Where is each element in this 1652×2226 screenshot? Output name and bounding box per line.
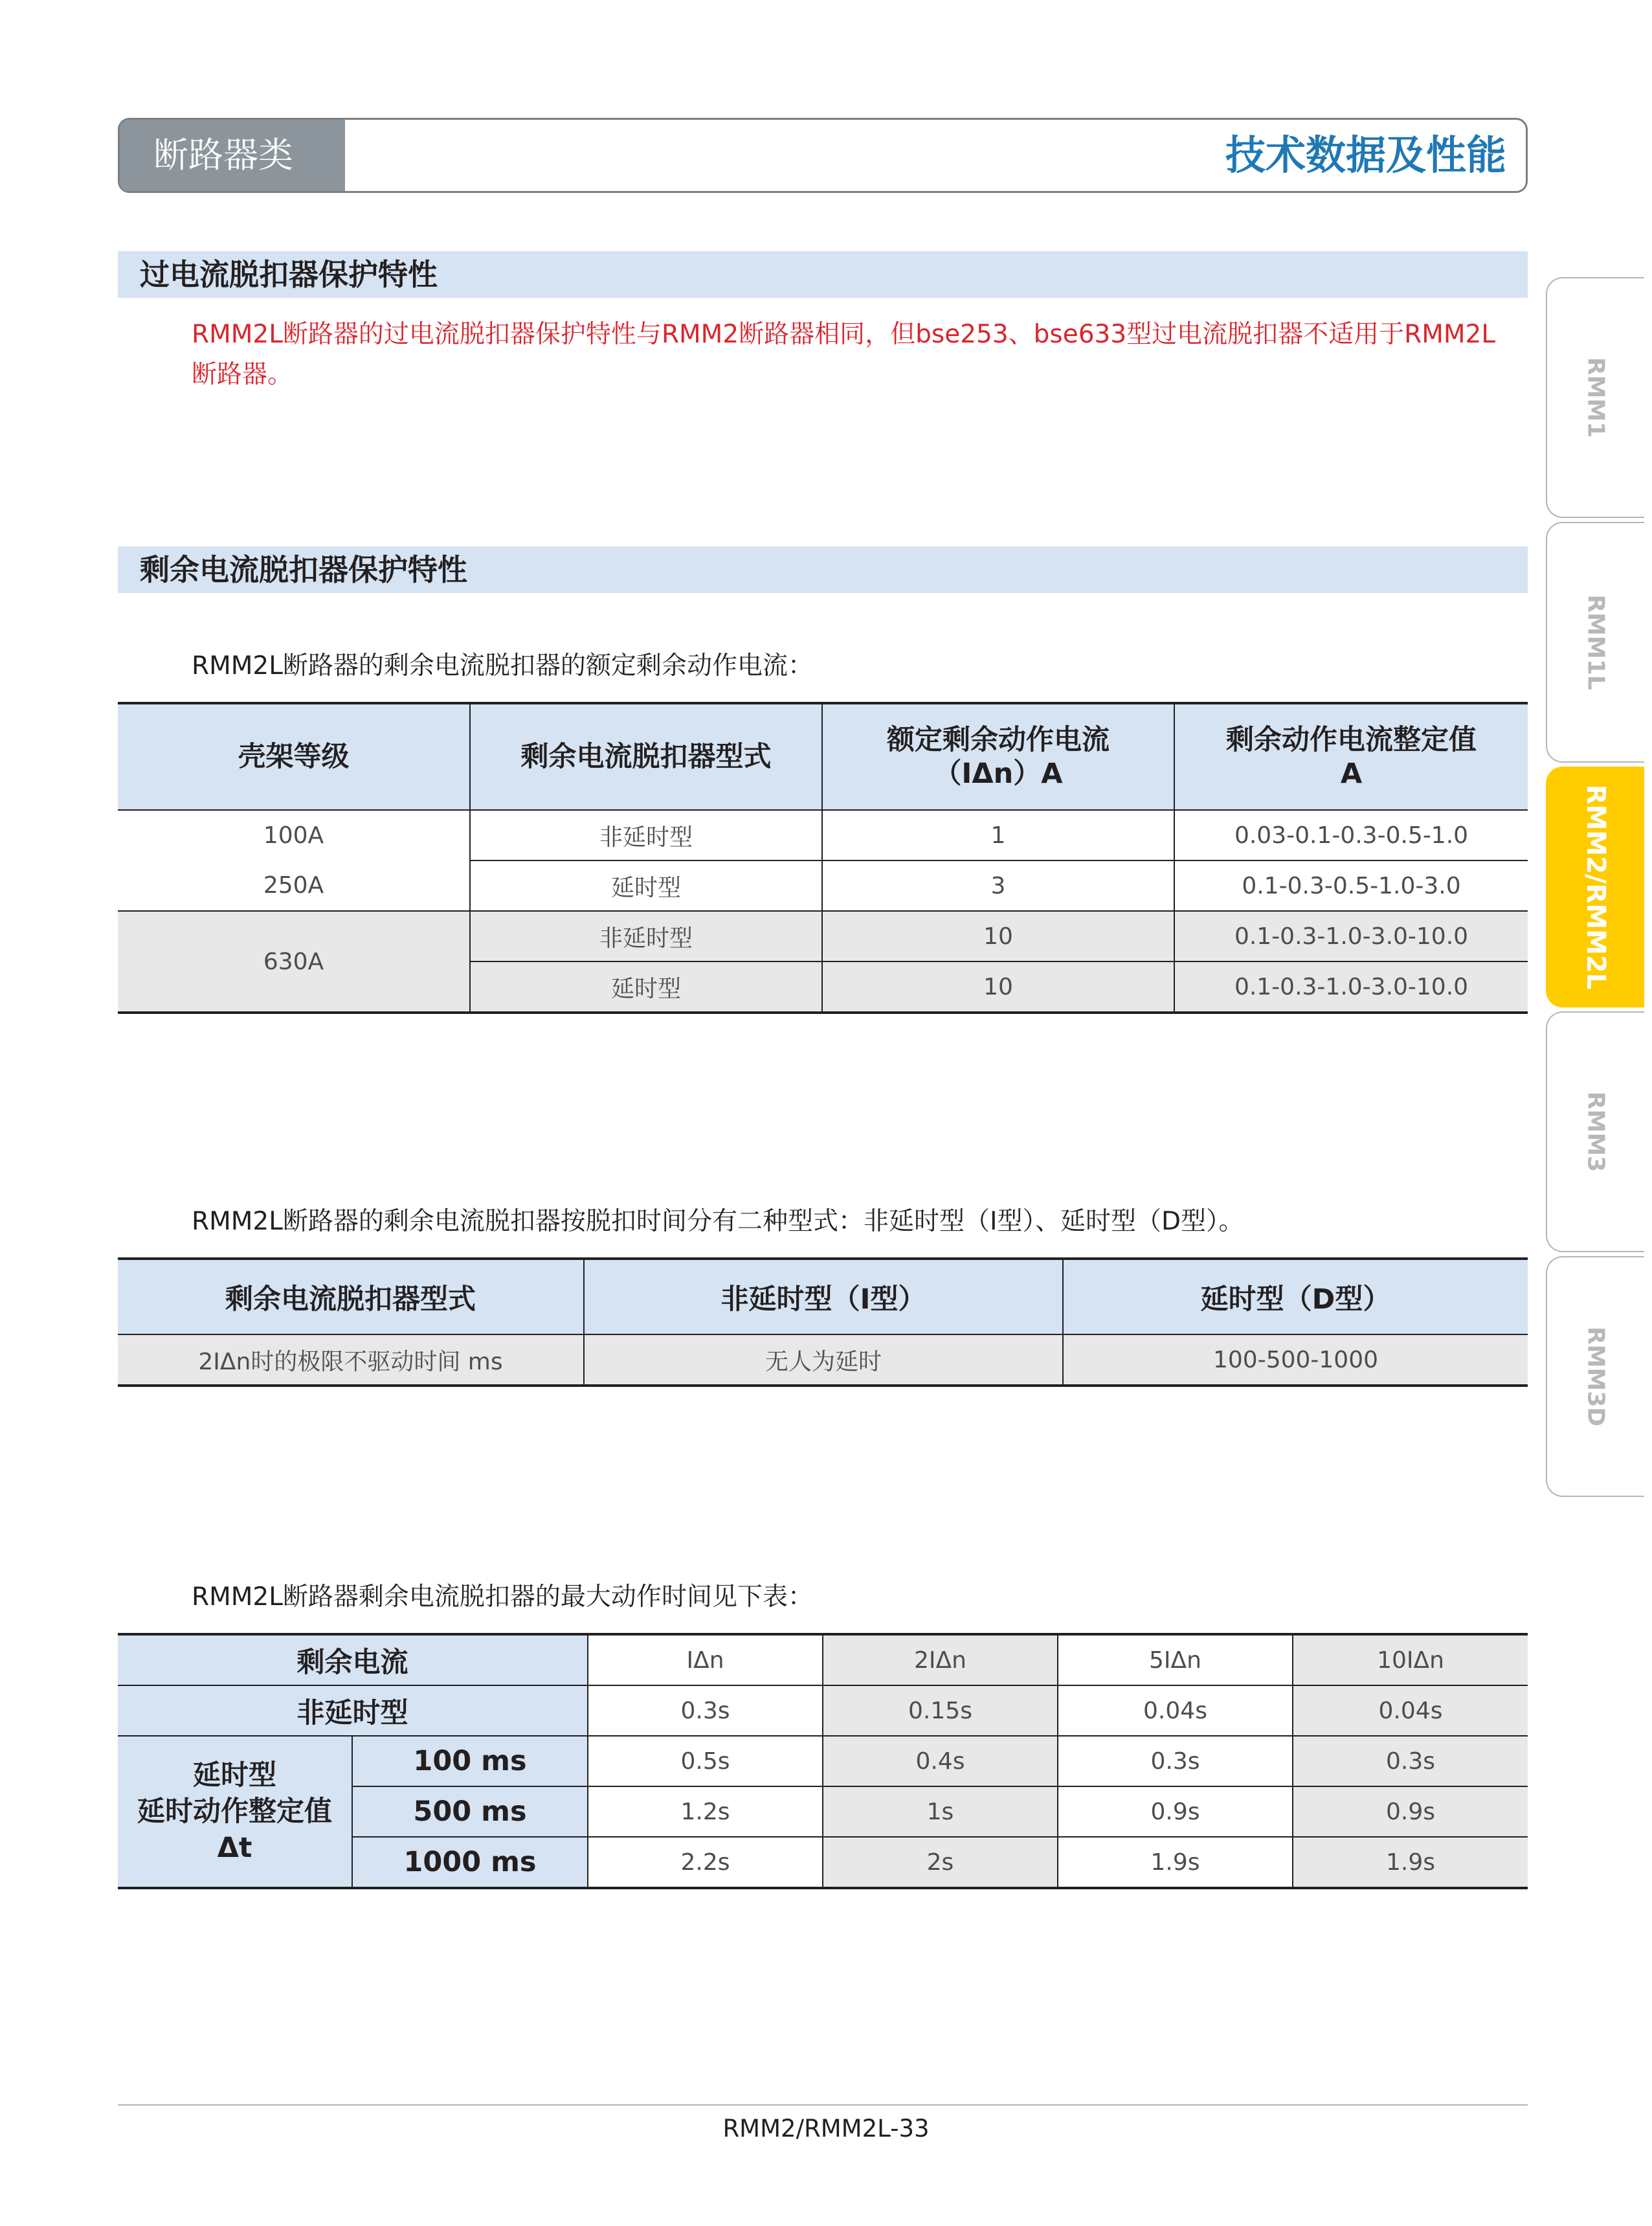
table-cell: 250A (118, 860, 470, 911)
side-tab-label: RMM3 (1582, 1091, 1609, 1173)
table-cell: 5IΔn (1058, 1634, 1293, 1685)
table-cell: 100A (118, 810, 470, 860)
col-setting-value (1174, 703, 1528, 810)
table-row (118, 1736, 1528, 1786)
row-label-instant: 非延时型 (118, 1685, 588, 1736)
table-cell: 非延时型 (470, 911, 822, 961)
note-line-1: RMM2L断路器的过电流脱扣器保护特性与RMM2断路器相同，但bse253、bse633型过电流脱扣器不适用于RMM2L (192, 320, 1496, 349)
table-cell: 延时型 (470, 860, 822, 911)
header-line: 额定剩余动作电流 (887, 724, 1110, 756)
side-tab-label: RMM1L (1582, 594, 1609, 690)
side-tab-label: RMM2/RMM2L (1581, 784, 1611, 990)
delay-setting: 100 ms (352, 1736, 588, 1786)
header-line: （IΔn）A (933, 758, 1063, 790)
row-label-residual-current: 剩余电流 (118, 1634, 588, 1685)
delay-setting: 500 ms (352, 1786, 588, 1837)
delay-label-line: 延时型 (193, 1759, 276, 1792)
table-cell: 630A (118, 911, 470, 1013)
page-number: RMM2/RMM2L-33 (722, 2115, 930, 2142)
header-line: A (1340, 758, 1363, 790)
table-cell: 0.9s (1293, 1786, 1528, 1837)
table-cell: 0.1-0.3-0.5-1.0-3.0 (1174, 860, 1528, 911)
col-delay-type: 延时型（D型） (1063, 1259, 1528, 1334)
delay-label-line: Δt (217, 1832, 252, 1864)
table-cell: 0.3s (588, 1685, 823, 1736)
table-cell: 非延时型 (470, 810, 822, 860)
side-tab-rmm3[interactable] (1546, 1011, 1644, 1252)
table-cell: 0.4s (823, 1736, 1058, 1786)
table-cell: 0.9s (1058, 1786, 1293, 1837)
table-cell: 0.1-0.3-1.0-3.0-10.0 (1174, 911, 1528, 961)
table-cell: 1.9s (1293, 1837, 1528, 1888)
col-trip-type: 剩余电流脱扣器型式 (118, 1259, 584, 1334)
table-header-row (118, 1259, 1528, 1334)
side-tab-label: RMM1 (1582, 357, 1609, 438)
rated-residual-current-table (118, 702, 1528, 1014)
side-tab-label: RMM3D (1582, 1326, 1609, 1427)
table-cell: 2.2s (588, 1837, 823, 1888)
note-line-2: 断路器。 (192, 360, 293, 389)
header-line: 剩余动作电流整定值 (1226, 724, 1477, 756)
footer-divider (118, 2104, 1528, 2106)
side-tab-rmm1[interactable] (1546, 277, 1644, 518)
table-cell: 0.04s (1058, 1685, 1293, 1736)
table-cell: 10 (822, 911, 1174, 961)
table-cell: 1.9s (1058, 1837, 1293, 1888)
table-row (118, 810, 1528, 860)
table-cell: 0.5s (588, 1736, 823, 1786)
delay-setting: 1000 ms (352, 1837, 588, 1888)
table-row (118, 1634, 1528, 1685)
overcurrent-note (192, 315, 1525, 395)
table-cell: 1.2s (588, 1786, 823, 1837)
trip-type-table (118, 1257, 1528, 1387)
table-cell: 1 (822, 810, 1174, 860)
table-cell: 0.15s (823, 1685, 1058, 1736)
section-title-residual: 剩余电流脱扣器保护特性 (118, 546, 1528, 593)
table-cell: 0.3s (1058, 1736, 1293, 1786)
table-cell: 2s (823, 1837, 1058, 1888)
row-label-delay (118, 1736, 352, 1888)
table-cell: 1s (823, 1786, 1058, 1837)
table-cell: 2IΔn (823, 1634, 1058, 1685)
table-cell: 0.1-0.3-1.0-3.0-10.0 (1174, 961, 1528, 1013)
table-row (118, 1685, 1528, 1736)
header-title: 技术数据及性能 (1225, 131, 1506, 179)
table-cell: 10IΔn (1293, 1634, 1528, 1685)
table-cell: 100-500-1000 (1063, 1334, 1528, 1386)
side-tab-rmm2-rmm2l[interactable] (1546, 767, 1644, 1007)
table-cell: 延时型 (470, 961, 822, 1013)
table3-intro: RMM2L断路器剩余电流脱扣器的最大动作时间见下表： (192, 1582, 813, 1612)
table-cell: 2IΔn时的极限不驱动时间 ms (118, 1334, 584, 1386)
header-category: 断路器类 (120, 120, 345, 191)
side-tab-rmm3d[interactable] (1546, 1256, 1644, 1497)
col-rated-current (822, 703, 1174, 810)
delay-label-line: 延时动作整定值 (137, 1795, 332, 1828)
table-cell: 0.04s (1293, 1685, 1528, 1736)
table-row (118, 860, 1528, 911)
table-cell: 无人为延时 (584, 1334, 1063, 1386)
table-row (118, 911, 1528, 961)
col-trip-type: 剩余电流脱扣器型式 (470, 703, 822, 810)
table2-intro: RMM2L断路器的剩余电流脱扣器按脱扣时间分有二种型式：非延时型（I型）、延时型（D型）。 (192, 1207, 1244, 1236)
table-row (118, 1334, 1528, 1386)
table1-intro: RMM2L断路器的剩余电流脱扣器的额定剩余动作电流： (192, 651, 813, 680)
table-cell: IΔn (588, 1634, 823, 1685)
col-frame-grade: 壳架等级 (118, 703, 470, 810)
col-instant-type: 非延时型（I型） (584, 1259, 1063, 1334)
side-tab-rmm1l[interactable] (1546, 522, 1644, 763)
page-header (118, 118, 1528, 193)
table-cell: 10 (822, 961, 1174, 1013)
table-cell: 0.3s (1293, 1736, 1528, 1786)
table-cell: 0.03-0.1-0.3-0.5-1.0 (1174, 810, 1528, 860)
table-cell: 3 (822, 860, 1174, 911)
max-operating-time-table (118, 1633, 1528, 1889)
table-header-row (118, 703, 1528, 810)
section-title-overcurrent: 过电流脱扣器保护特性 (118, 251, 1528, 298)
